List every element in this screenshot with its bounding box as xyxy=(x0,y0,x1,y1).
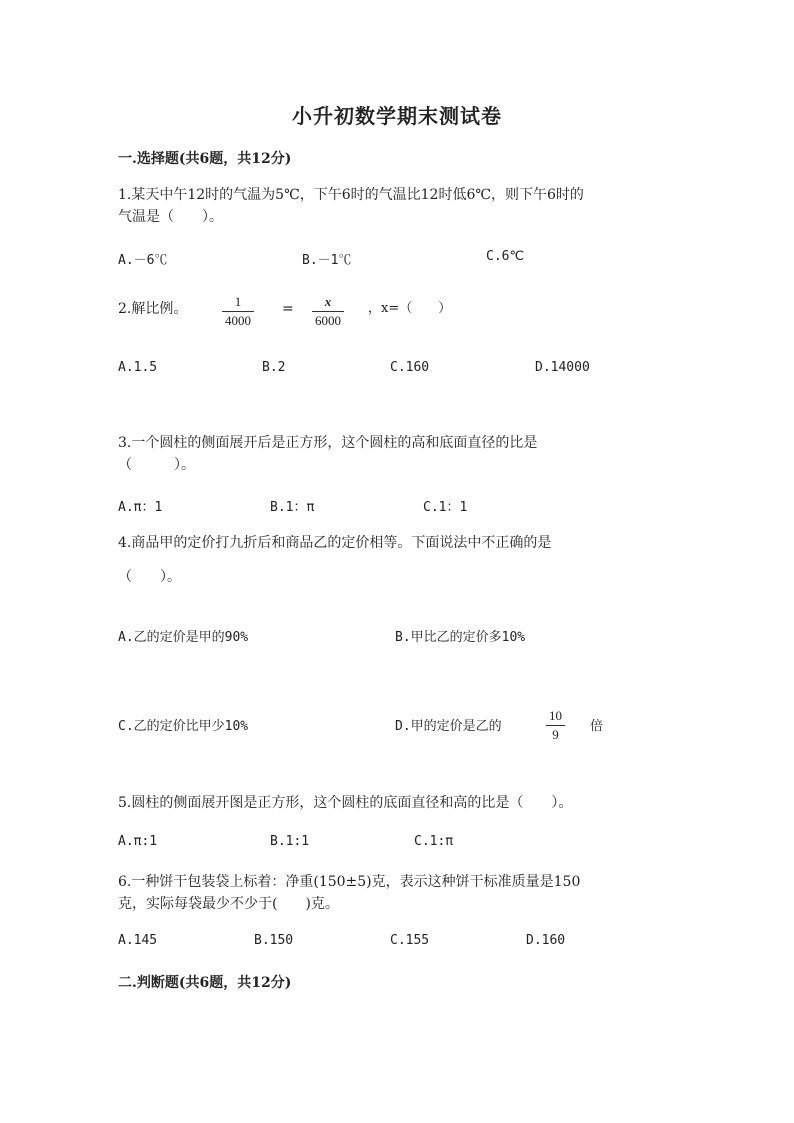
question-1-option-c: C.6℃ xyxy=(486,249,525,264)
question-2-option-a: A.1.5 xyxy=(118,360,158,375)
fraction-bar xyxy=(312,311,344,312)
section-heading-judgement: 二.判断题(共6题，共12分) xyxy=(118,975,292,991)
question-5-option-b: B.1:1 xyxy=(270,834,310,849)
question-3-option-c: C.1：1 xyxy=(423,500,468,515)
question-5-option-c: C.1:π xyxy=(414,834,454,849)
question-2-option-b: B.2 xyxy=(262,360,286,375)
fraction-numerator: 1 xyxy=(234,294,242,309)
question-2-option-c: C.160 xyxy=(390,360,430,375)
question-3-line-1: 3.一个圆柱的侧面展开后是正方形，这个圆柱的高和底面直径的比是 xyxy=(118,435,538,451)
section-heading-choice: 一.选择题(共6题，共12分) xyxy=(118,151,292,167)
fraction-bar xyxy=(222,311,254,312)
question-4-line-2: （ ）。 xyxy=(118,569,181,585)
question-6-option-b: B.150 xyxy=(254,933,294,948)
question-2-fraction-right xyxy=(312,294,344,329)
question-5-option-a: A.π:1 xyxy=(118,834,158,849)
fraction-denominator: 6000 xyxy=(315,313,341,328)
page-title: 小升初数学期末测试卷 xyxy=(292,104,502,128)
fraction-denominator: 4000 xyxy=(225,313,251,328)
question-1-line-1: 1.某天中午12时的气温为5℃，下午6时的气温比12时低6℃，则下午6时的 xyxy=(118,187,584,203)
question-3-option-a: A.π：1 xyxy=(118,500,163,515)
question-6-option-d: D.160 xyxy=(526,933,566,948)
question-3-line-2: （ ）。 xyxy=(118,457,195,473)
question-4-option-c: C.乙的定价比甲少10% xyxy=(118,719,249,734)
question-2-fraction-left xyxy=(222,294,254,329)
question-1-option-a: A.－6℃ xyxy=(118,253,168,268)
question-6-line-1: 6.一种饼干包装袋上标着：净重(150±5)克，表示这种饼干标准质量是150 xyxy=(118,874,581,890)
question-6-option-c: C.155 xyxy=(390,933,430,948)
question-6-line-2: 克，实际每袋最少不少于( )克。 xyxy=(118,896,339,912)
question-2-suffix: ，x=（ ） xyxy=(368,301,452,316)
question-4-option-d-suffix: 倍 xyxy=(590,719,604,734)
equals-sign: = xyxy=(282,301,294,317)
question-4-option-d-fraction xyxy=(546,708,565,743)
question-5-line-1: 5.圆柱的侧面展开图是正方形，这个圆柱的底面直径和高的比是（ ）。 xyxy=(118,795,573,811)
question-4-option-a: A.乙的定价是甲的90% xyxy=(118,630,249,645)
question-1-option-b: B.－1℃ xyxy=(302,253,352,268)
question-2-prefix: 2.解比例。 xyxy=(118,301,188,317)
fraction-denominator: 9 xyxy=(552,727,559,742)
question-6-option-a: A.145 xyxy=(118,933,158,948)
fraction-numerator: x xyxy=(324,294,332,309)
question-4-option-d-prefix: D.甲的定价是乙的 xyxy=(395,719,502,734)
question-2-option-d: D.14000 xyxy=(535,360,590,375)
question-4-option-b: B.甲比乙的定价多10% xyxy=(395,630,526,645)
fraction-numerator: 10 xyxy=(549,708,562,723)
fraction-bar xyxy=(546,725,565,726)
question-3-option-b: B.1：π xyxy=(270,500,315,515)
question-1-line-2: 气温是（ ）。 xyxy=(118,209,223,225)
question-4-line-1: 4.商品甲的定价打九折后和商品乙的定价相等。下面说法中不正确的是 xyxy=(118,535,552,551)
